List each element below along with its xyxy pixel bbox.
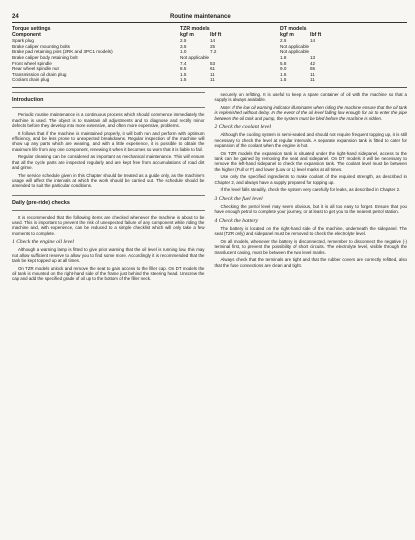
torque-cell: Not applicable: [280, 49, 310, 55]
chapter-title: Routine maintenance: [170, 14, 231, 20]
torque-cell: 1.5: [180, 77, 187, 83]
right-column: [215, 92, 408, 284]
torque-cell: 14: [210, 38, 216, 44]
dt-group-label: DT models: [280, 26, 307, 32]
paragraph: Checking the petrol level may seem obvious, but it is all too easy to forget. Ensure that you have enough petrol to complete your journey, or at least to get you to the nearest petrol station.: [214, 203, 407, 215]
torque-cell: 7.4: [180, 60, 187, 66]
component-label: Component: [12, 31, 41, 38]
left-column: [12, 92, 205, 284]
torque-cell: 11: [310, 77, 315, 83]
torque-cell: Brake caliper body retaining bolt: [12, 54, 78, 60]
torque-cell: 25: [210, 43, 216, 49]
torque-cell: 65: [310, 66, 316, 72]
paragraph: Periodic routine maintenance is a continuous process which should commence immediately the machine is used. The object is to maintain all adjustments and to diagnose and rectify minor defects before they develop into more extensive, and often more expensive, problems.: [12, 112, 205, 128]
torque-heading: Torque settings: [12, 26, 51, 32]
paragraph: Always check that the terminals are tight and that the rubber covers are correctly refitted, also that the fuse connections are clean and tight.: [214, 257, 407, 268]
paragraph: On TZR models the expansion tank is situated under the right-hand sidepanel, access to the tank can be gained by removing the seat and sidepanel. On DT models it will be necessary to remove the left-hand sidepanel to check the expansion tank. The coolant level must be between the higher (Full or F) and lower (Low or L) level marks at all times.: [214, 150, 407, 172]
paragraph: Use only the specified ingredients to make coolant of the required strength, as described in Chapter 2, and always have a supply prepared for topping up.: [214, 174, 407, 185]
torque-cell: 8.5: [180, 66, 187, 72]
paragraph: The service schedule given in this Chapter should be treated as a guide only, as the machine's usage will affect the intervals at which the work should be carried out. The schedule should be amended to suit the particular conditions.: [12, 172, 205, 189]
torque-cell: 61: [210, 66, 216, 72]
torque-cell: Brake pad retaining pins (2RK and 3PC1 models): [12, 49, 113, 55]
torque-settings-table: [12, 27, 407, 83]
paragraph: Although the cooling system is semi-sealed and should not require frequent topping up, it is still necessary to check the level at regular intervals. A separate expansion tank is fitted to cater for expansion of the coolant when the engine is hot.: [214, 132, 407, 148]
section-heading: 1 Check the engine oil level: [12, 239, 74, 246]
torque-cell: 1.5: [280, 71, 287, 77]
paragraph: securely on refitting. It is useful to keep a spare container of oil with the machine so that a supply is always available.: [214, 91, 407, 103]
torque-cell: 7.2: [210, 49, 217, 55]
torque-cell: 1.8: [280, 54, 287, 60]
torque-cell: 11: [310, 71, 315, 77]
torque-cell: 2.5: [280, 38, 287, 44]
torque-cell: Not applicable: [280, 43, 310, 49]
daily-checks-heading: Daily (pre-ride) checks: [12, 199, 70, 206]
torque-cell: Brake caliper mounting bolts: [12, 43, 70, 49]
page-number: 24: [12, 14, 19, 20]
unit-header: kgf m: [280, 31, 294, 38]
unit-header: kgf m: [180, 31, 194, 38]
torque-cell: Not applicable: [180, 54, 210, 60]
torque-cell: 9.0: [280, 66, 287, 72]
torque-cell: 11: [210, 71, 215, 77]
paragraph: It follows that if the machine is maintained properly, it will both run and perform with optimum efficiency, and be less prone to unexpected breakdowns. Regular inspection of the machine will show up any parts which are wearing, and with a little experience, it is possible to obtain the maximum life from any one component, renewing it when it becomes so worn that it is liable to fail.: [12, 130, 205, 152]
torque-cell: 42: [310, 60, 316, 66]
torque-cell: 53: [210, 60, 216, 66]
page-header: [12, 14, 407, 23]
paragraph: The battery is located on the right-hand side of the machine, underneath the sidepanel. The seat (TZR only) and sidepanel must be removed to check the electrolyte level.: [214, 225, 407, 237]
torque-cell: 5.8: [280, 60, 287, 66]
section-heading: 2 Check the coolant level: [214, 123, 272, 130]
torque-cell: Coolant drain plug: [12, 77, 50, 83]
paragraph: It is recommended that the following items are checked whenever the machine is about to be used. This is important to prevent the risk of unexpected failure of any component while riding the machine and, with experience, can be reduced to a simple checklist which will only take a few moments to complete.: [12, 214, 205, 236]
torque-cell: 14: [310, 38, 316, 44]
torque-cell: 1.5: [280, 77, 287, 83]
introduction-heading: Introduction: [12, 96, 44, 103]
section-heading: 3 Check the fuel level: [214, 195, 263, 202]
torque-cell: 11: [210, 77, 215, 83]
unit-header: lbf ft: [310, 31, 322, 38]
paragraph: If the level falls steadily, check the system very carefully for leaks, as described in Chapter 2.: [220, 187, 401, 193]
torque-row: [12, 77, 407, 83]
torque-cell: Rear wheel spindle nut: [12, 66, 59, 72]
torque-cell: 1.0: [180, 49, 187, 55]
paragraph: On TZR models unlock and remove the seat to gain access to the filler cap. On DT models the oil tank is mounted on the right-hand side of the frame just behind the steering head. Unscrew the cap and add the specified grade of oil up to the bottom of the filler neck.: [12, 265, 205, 282]
unit-header: lbf ft: [210, 31, 222, 38]
paragraph: On all models, whenever the battery is disconnected, remember to disconnect the negative (-) terminal first, to prevent the possibility of short circuits. The electrolyte level, visible through the translucent casing, must be between the two level marks.: [214, 238, 407, 255]
torque-cell: Transmission oil drain plug: [12, 71, 67, 77]
tzr-group-label: TZR models: [180, 26, 210, 32]
section-heading: 4 Check the battery: [214, 217, 259, 224]
torque-cell: 13: [310, 54, 316, 60]
note: Note: If the low oil warning indicator illuminates when riding the machine ensure that the oil tank is replenished without delay. In the event of the oil level falling low enough for air to enter the pipe between the oil tank and pump, the system must be bled before the machine is ridden.: [214, 105, 407, 121]
torque-cell: Spark plug: [12, 38, 34, 44]
torque-cell: 3.5: [180, 43, 187, 49]
torque-cell: Front wheel spindle: [12, 60, 52, 66]
paragraph: Regular cleaning can be considered as important as mechanical maintenance. This will ensure that all the cycle parts are inspected regularly and are kept free from accumulations of road dirt and grime.: [12, 154, 205, 170]
torque-cell: 1.5: [180, 71, 187, 77]
torque-cell: 2.5: [180, 38, 187, 44]
paragraph: Although a warning lamp is fitted to give prior warning that the oil level is running low, this may not allow sufficient reserve to allow you to find some more. Accordingly it is recommended that the tank be kept topped up at all times.: [12, 247, 205, 263]
